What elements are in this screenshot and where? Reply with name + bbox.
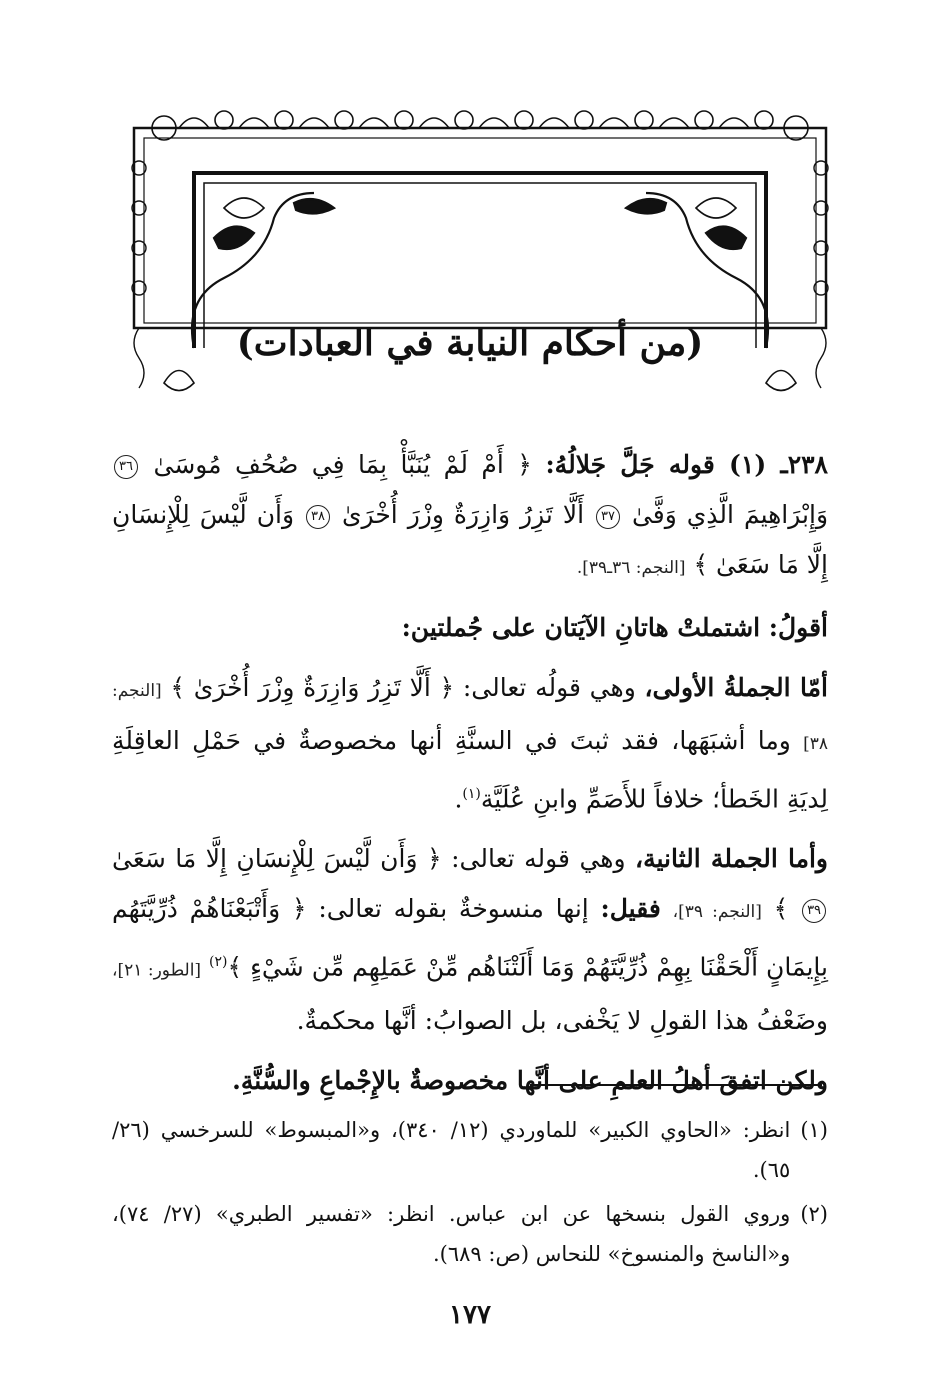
footnote-number: (١) xyxy=(800,1118,828,1142)
quran-verse: ﴿ وَأَتْبَعْنَاهُمْ ذُرِّيَّتَهُم بِإِيمَانٍ أَلْحَقْنَا بِهِمْ ذُرِّيَّتَهُمْ وَمَا أَلَتْنَاهُم مِّنْ عَمَلِهِم مِّن شَيْءٍ ﴾ xyxy=(112,894,828,982)
footnotes xyxy=(112,1110,828,1278)
footnote-number: (٢) xyxy=(800,1202,828,1226)
page-number: ١٧٧ xyxy=(449,1300,491,1330)
issue-lead: ٢٣٨ـ (١) قوله جَلَّ جَلالُهُ: xyxy=(545,450,828,479)
paragraph-238 xyxy=(112,440,828,593)
quran-verse-end: ﴾ xyxy=(773,894,789,924)
opinion-lead: فقيل: xyxy=(600,894,661,924)
ayah-number-marker: ٣٧ xyxy=(596,505,620,529)
chapter-title: (من أحكام النيابة في العبادات) xyxy=(236,322,704,364)
text-span: وهي قولُه تعالى: xyxy=(462,673,636,702)
paragraph-conclusion: ولكن اتفقَ أهلُ العلمِ على أنَّها مخصوصةٌ بالإِجْماعِ والسُّنَّةِ. xyxy=(232,1065,828,1095)
quran-verse: وَإِبْرَاهِيمَ الَّذِي وَفَّىٰ xyxy=(631,500,829,529)
footnote-item xyxy=(112,1110,828,1190)
paragraph-statement: أقولُ: اشتملتْ هاتانِ الآيَتان على جُملتين: xyxy=(401,613,828,642)
quran-verse: أَلَّا تَزِرُ وَازِرَةٌ وِزْرَ أُخْرَىٰ xyxy=(341,500,585,529)
footnote-ref[interactable]: (٢) xyxy=(209,954,228,971)
text-span: وهي قوله تعالى: xyxy=(451,844,626,874)
text-span: . xyxy=(454,784,463,814)
ayah-number-marker: ٣٩ xyxy=(802,899,826,923)
surah-reference: [النجم: ٣٩]، xyxy=(672,902,762,923)
text-span: وما أشبَهَها، فقد ثبتَ في السنَّةِ أنها مخصوصةٌ في حَمْلِ العاقِلَةِ لِديَةِ الخَطأ؛ خلافاً للأَصَمِّ وابنِ عُلَيَّة xyxy=(112,726,828,814)
quran-verse: وَأَن لَّيْسَ لِلْإِنسَانِ إِلَّا مَا سَعَىٰ ﴾ xyxy=(112,500,828,579)
ayah-number-marker: ٣٦ xyxy=(114,455,138,479)
main-text xyxy=(112,440,828,1116)
surah-reference: [الطور: ٢١]، xyxy=(112,960,202,981)
footnote-ref[interactable]: (١) xyxy=(462,786,481,802)
paragraph-second-sentence xyxy=(112,834,828,1045)
footnote-separator xyxy=(530,1084,822,1086)
quran-verse: ﴿ أَلَّا تَزِرُ وَازِرَةٌ وِزْرَ أُخْرَىٰ ﴾ xyxy=(170,673,455,702)
footnote-text: انظر: «الحاوي الكبير» للماوردي (١٢/ ٣٤٠)، و«المبسوط» للسرخسي (٢٦/ ٦٥). xyxy=(112,1118,791,1182)
quran-verse: ﴿ وَأَن لَّيْسَ لِلْإِنسَانِ إِلَّا مَا سَعَىٰ xyxy=(112,844,442,874)
surah-reference: [النجم: ٣٦ـ٣٩]. xyxy=(576,558,686,578)
paragraph-first-sentence xyxy=(112,663,828,824)
footnote-text: وروي القول بنسخها عن ابن عباس. انظر: «تفسير الطبري» (٢٧/ ٧٤)، و«الناسخ والمنسوخ» للنحاس (ص: ٦٨٩). xyxy=(112,1202,791,1266)
surah-reference: [النجم: ٣٨] xyxy=(112,681,829,754)
text-span: إنها منسوخةٌ بقوله تعالى: xyxy=(318,894,589,924)
footnote-item xyxy=(112,1194,828,1274)
first-sentence-lead: أمّا الجملةُ الأولى، xyxy=(644,673,828,702)
second-sentence-lead: وأما الجملة الثانية، xyxy=(635,844,829,874)
ayah-number-marker: ٣٨ xyxy=(306,505,330,529)
text-span: وضَعْفُ هذا القولِ لا يَخْفى، بل الصوابُ: أنَّها محكمةٌ. xyxy=(296,1005,828,1035)
quran-verse: ﴿ أَمْ لَمْ يُنَبَّأْ بِمَا فِي صُحُفِ مُوسَىٰ xyxy=(153,450,532,479)
